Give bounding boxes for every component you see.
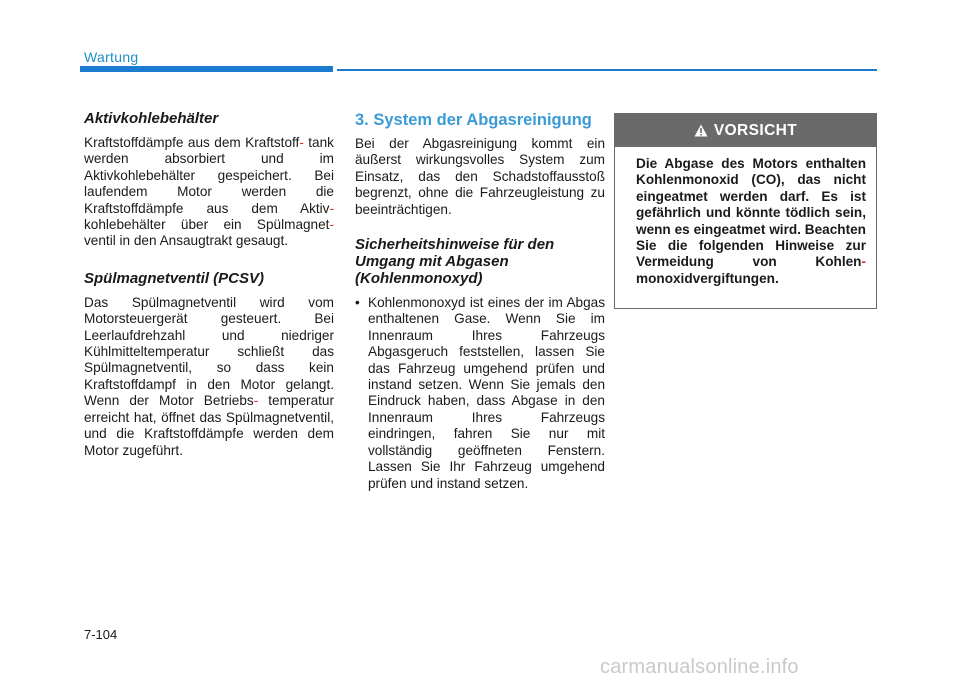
text-run: tank werden absorbiert und im Aktivkohlebehälter gespeichert. Bei laufendem Motor werden die Kraftstoffdämpfe aus dem Aktiv (84, 135, 334, 216)
header-rule (337, 69, 877, 71)
hyphen-mark: - (329, 217, 334, 233)
column-middle (355, 110, 605, 492)
section-label: Wartung (84, 49, 139, 65)
hyphen-mark: - (253, 393, 259, 409)
heading-abgasreinigung: 3. System der Abgasreinigung (355, 111, 592, 129)
bullet-list (355, 295, 605, 492)
text-run: kohlebehälter über ein Spülmagnet (84, 217, 330, 233)
text-run: Kraftstoffdämpfe aus dem Kraftstoff (84, 135, 300, 150)
column-left (84, 110, 334, 479)
heading-spuelmagnetventil: Spülmagnetventil (PCSV) (84, 269, 265, 287)
caution-header (615, 114, 876, 147)
hyphen-mark: - (329, 200, 334, 216)
text-run: temperatur erreicht hat, öffnet das Spülmagnetventil, und die Kraftstoffdämpfe werden dem Motor zugeführt. (84, 393, 335, 458)
caution-box (614, 113, 877, 309)
caution-text (615, 147, 876, 287)
heading-sicherheitshinweise: Sicherheitshinweise für den Umgang mit Abgasen (Kohlenmonoxyd) (355, 236, 555, 288)
warning-triangle-icon (694, 124, 708, 137)
text-run: ventil in den Ansaugtrakt gesaugt. (84, 233, 289, 249)
page-number: 7-104 (84, 627, 118, 642)
paragraph-abgasreinigung: Bei der Abgasreinigung kommt ein äußerst wirkungsvolles System zum Einsatz, das den Schadstoffausstoß begrenzt, ohne die Fahrzeugleistung zu beeinträchtigen. (355, 136, 605, 217)
hyphen-mark: - (299, 135, 304, 150)
text-run: Das Spülmagnetventil wird vom Motorsteuergerät gesteuert. Bei Leerlaufdrehzahl und niedriger Kühlmitteltemperatur schließt das Spülmagnetventil, so dass kein Kraftstoffdampf in den Motor gelangt. Wenn der Motor Betriebs (84, 294, 334, 409)
heading-aktivkohlebehaelter: Aktivkohlebehälter (84, 110, 219, 127)
list-item: • Kohlenmonoxyd ist eines der im Abgas enthaltenen Gase. Wenn Sie im Innenraum Ihres Fahrzeugs Abgasgeruch feststellen, lassen Sie das Fahrzeug umgehend prüfen und instand setzen. Wenn Sie jemals den Eindruck haben, dass Abgase in den Innenraum Ihres Fahrzeugs eindringen, fahren Sie nur mit vollständig geöffneten Fenstern. Lassen Sie Ihr Fahrzeug umgehend prüfen und instand setzen. (355, 295, 605, 492)
paragraph-aktivkohle (84, 135, 334, 250)
paragraph-spuelmagnetventil (84, 295, 334, 459)
text-run: monoxidvergiftungen. (636, 270, 779, 286)
header-bar (80, 66, 333, 72)
text-run: Die Abgase des Motors enthalten Kohlenmonoxid (CO), das nicht eingeatmet werden darf. Es ist gefährlich und könnte tödlich sein, wenn es eingeatmet wird. Beachten Sie die folgenden Hinweise zur Vermeidung von Kohlen (636, 156, 866, 270)
caution-title: VORSICHT (713, 121, 798, 139)
hyphen-mark: - (861, 254, 866, 270)
watermark: carmanualsonline.info (600, 656, 799, 678)
